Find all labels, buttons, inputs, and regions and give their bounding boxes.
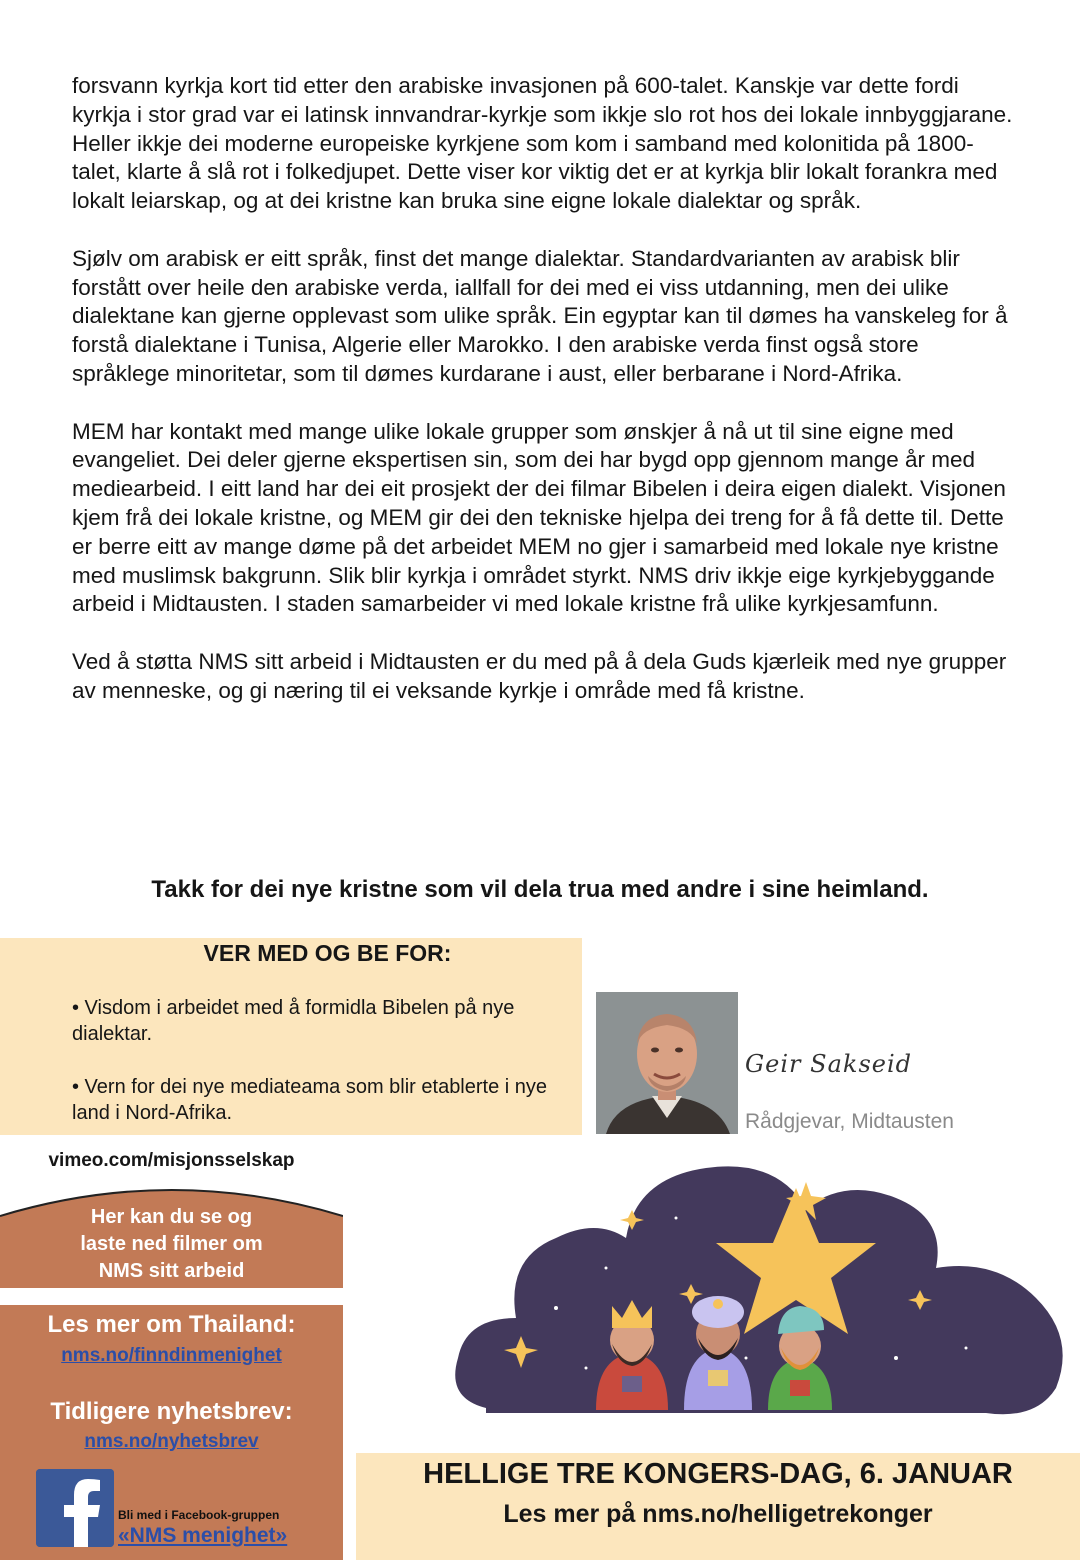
facebook-group-link[interactable]: «NMS menighet» xyxy=(118,1524,288,1547)
thailand-link[interactable]: nms.no/finndinmenighet xyxy=(61,1345,282,1366)
thanks-statement: Takk for dei nye kristne som vil dela trua med andre i sine heimland. xyxy=(151,876,929,903)
vimeo-link[interactable]: vimeo.com/misjonsselskap xyxy=(48,1150,295,1171)
author-signature: Geir Sakseid xyxy=(745,1050,913,1078)
prayer-item: • Visdom i arbeidet med å formidla Bibelen på nye dialektar. xyxy=(72,997,515,1045)
article-body xyxy=(72,72,1022,734)
kings-link[interactable]: Les mer på nms.no/helligetrekonger xyxy=(503,1500,933,1528)
newsletter-link[interactable]: nms.no/nyhetsbrev xyxy=(84,1431,259,1452)
vimeo-description xyxy=(0,1204,343,1285)
prayer-item: • Vern for dei nye mediateama som blir etablerte i nye land i Nord-Afrika. xyxy=(72,1076,548,1124)
article-paragraph: Sjølv om arabisk er eitt språk, finst det mange dialektar. Standardvarianten av arabisk blir forstått over heile den arabiske verda, iallfall for dei med ei viss utdanning, men dei ulike dialektane kan gjerne opplevast som ulike språk. Ein egyptar kan til dømes ha vanskeleg for å forstå dialektane i Tunisa, Algerie eller Marokko. I den arabiske verda finst også store språklege minoritetar, som til dømes kurdarane i aust, eller berbarane i Nord-Afrika. xyxy=(72,245,1008,386)
facebook-invite: Bli med i Facebook-gruppen xyxy=(118,1508,280,1522)
article-paragraph: forsvann kyrkja kort tid etter den arabiske invasjonen på 600-talet. Kanskje var dette fordi kyrkja i stor grad var ei latinsk innvandrar-kyrkje som ikkje slo rot hos dei lokale innbyggjarane. Heller ikkje dei moderne europeiske kyrkjene som kom i samband med kolonitida på 1800-talet, klarte å slå rot i folkedjupet. Dette viser kor viktig det er at kyrkja blir lokalt forankra med lokalt leiarskap, og at dei kristne kan bruka sine eigne lokale dialektar og språk. xyxy=(72,73,1013,214)
article-paragraph: Ved å støtta NMS sitt arbeid i Midtausten er du med på å dela Guds kjærleik med nye grupper av menneske, og gi næring til ei veksande kyrkje i område med få kristne. xyxy=(72,648,1007,703)
newsletter-heading: Tidligere nyhetsbrev: xyxy=(50,1398,293,1425)
vimeo-line: Her kan du se og xyxy=(90,1206,253,1228)
vimeo-line: NMS sitt arbeid xyxy=(98,1260,245,1282)
three-kings-illustration xyxy=(446,1158,1080,1448)
author-role: Rådgjevar, Midtausten xyxy=(745,1110,954,1133)
kings-title: HELLIGE TRE KONGERS-DAG, 6. JANUAR xyxy=(423,1458,1013,1490)
facebook-icon[interactable] xyxy=(36,1469,114,1547)
thailand-heading: Les mer om Thailand: xyxy=(47,1311,296,1338)
portrait-photo xyxy=(596,992,738,1134)
article-paragraph: MEM har kontakt med mange ulike lokale grupper som ønskjer å nå ut til sine eigne med evangeliet. Dei deler gjerne ekspertisen sin, som dei har bygd opp gjennom mange år med mediearbeid. I eitt land har dei eit prosjekt der dei filmar Bibelen i deira eigen dialekt. Visjonen kjem frå dei lokale kristne, og MEM gir dei den tekniske hjelpa dei treng for å få dette til. Dette er berre eitt av mange døme på det arbeidet MEM no gjer i samarbeid med lokale nye kristne med muslimsk bakgrunn. Slik blir kyrkja i området styrkt. NMS driv ikkje eige kyrkjebyggande arbeid i Midtausten. I staden samarbeider vi med lokale kristne frå ulike kyrkjesamfunn. xyxy=(72,418,1006,617)
vimeo-line: laste ned filmer om xyxy=(80,1233,263,1255)
prayer-title: VER MED OG BE FOR: xyxy=(203,940,452,966)
